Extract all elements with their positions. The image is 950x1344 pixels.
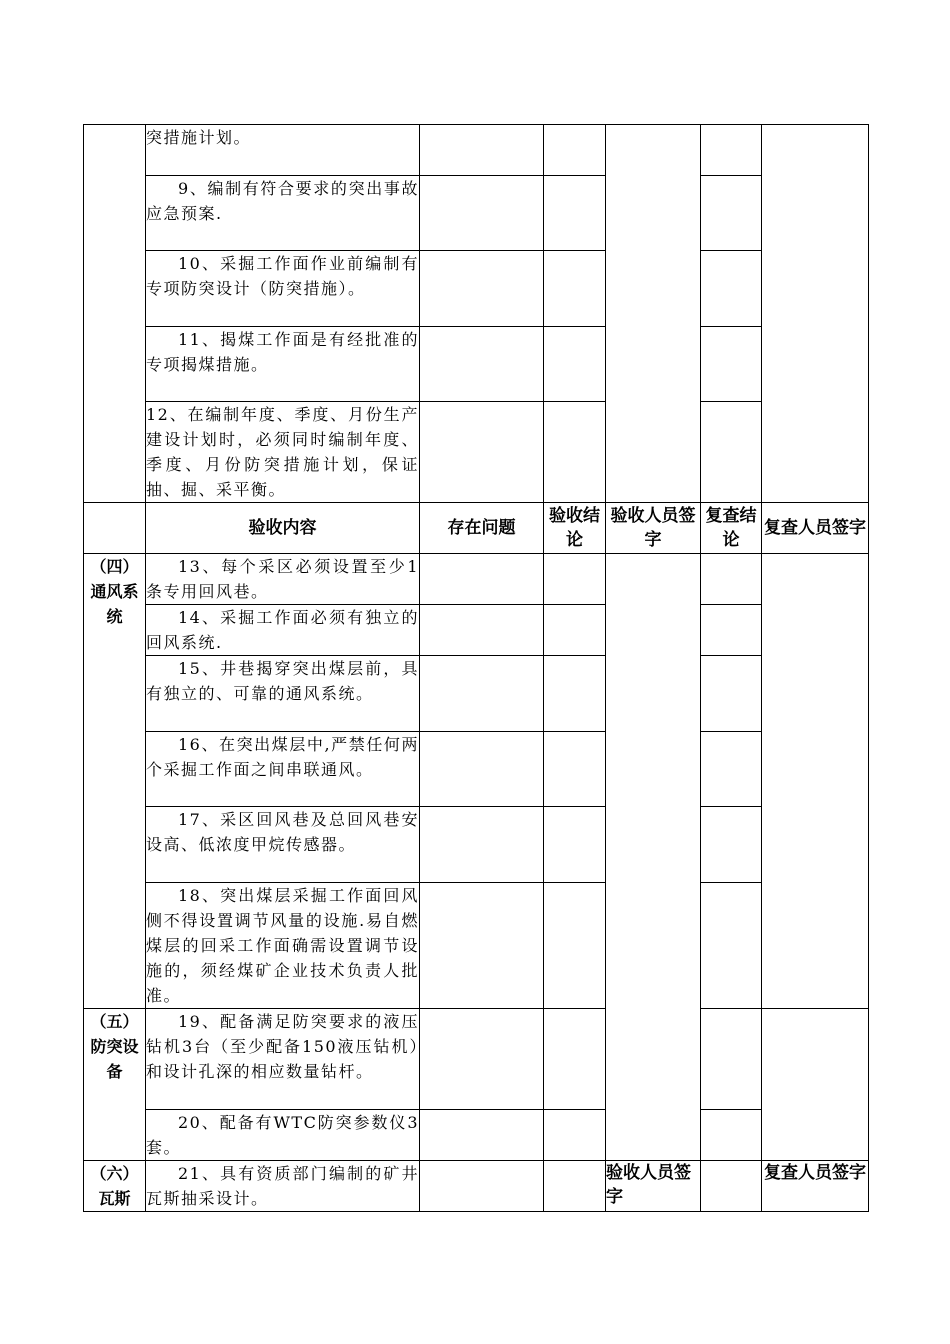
recheck-conclusion-cell — [701, 402, 762, 503]
header-row — [84, 503, 869, 554]
table-row — [84, 402, 869, 503]
table-row — [84, 807, 869, 883]
issues-cell — [420, 402, 544, 503]
issues-cell — [420, 251, 544, 327]
header-inspector-sign: 验收人员签字 — [606, 503, 701, 554]
recheck-conclusion-cell — [701, 327, 762, 402]
recheck-conclusion-cell — [701, 1110, 762, 1161]
item-text: 19、配备满足防突要求的液压钻机3台（至少配备150液压钻机）和设计孔深的相应数量钻杆。 — [146, 1009, 420, 1110]
table-row — [84, 732, 869, 807]
conclusion-cell — [544, 732, 606, 807]
recheck-conclusion-cell — [701, 807, 762, 883]
table-row — [84, 554, 869, 605]
recheck-sign-label: 复查人员签字 — [762, 1161, 869, 1212]
issues-cell — [420, 1110, 544, 1161]
conclusion-cell — [544, 807, 606, 883]
recheck-conclusion-cell — [701, 125, 762, 176]
header-recheck-conclusion: 复查结论 — [701, 503, 762, 554]
issues-cell — [420, 554, 544, 605]
recheck-conclusion-cell — [701, 251, 762, 327]
category-cell-blank — [84, 125, 146, 503]
item-text: 10、采掘工作面作业前编制有专项防突设计（防突措施）。 — [146, 251, 420, 327]
item-text: 12、在编制年度、季度、月份生产建设计划时，必须同时编制年度、季度、月份防突措施计划，保证抽、掘、采平衡。 — [146, 402, 420, 503]
conclusion-cell — [544, 656, 606, 732]
recheck-conclusion-cell — [701, 1161, 762, 1212]
issues-cell — [420, 732, 544, 807]
issues-cell — [420, 1009, 544, 1110]
table-row — [84, 1161, 869, 1212]
table-row — [84, 327, 869, 402]
header-recheck-sign: 复查人员签字 — [762, 503, 869, 554]
recheck-conclusion-cell — [701, 732, 762, 807]
inspector-sign-cell — [606, 125, 701, 503]
acceptance-table — [83, 124, 869, 1212]
table-row — [84, 125, 869, 176]
item-text: 15、井巷揭穿突出煤层前，具有独立的、可靠的通风系统。 — [146, 656, 420, 732]
conclusion-cell — [544, 883, 606, 1009]
category-gas: （六）瓦斯 — [84, 1161, 146, 1212]
conclusion-cell — [544, 327, 606, 402]
issues-cell — [420, 327, 544, 402]
table-row — [84, 176, 869, 251]
issues-cell — [420, 807, 544, 883]
conclusion-cell — [544, 605, 606, 656]
header-blank-cell — [84, 503, 146, 554]
table-row — [84, 605, 869, 656]
recheck-conclusion-cell — [701, 1009, 762, 1110]
table-row — [84, 1009, 869, 1110]
item-text: 16、在突出煤层中,严禁任何两个采掘工作面之间串联通风。 — [146, 732, 420, 807]
recheck-conclusion-cell — [701, 176, 762, 251]
header-issues: 存在问题 — [420, 503, 544, 554]
category-ventilation: （四）通风系统 — [84, 554, 146, 1009]
item-text: 18、突出煤层采掘工作面回风侧不得设置调节风量的设施.易自燃煤层的回采工作面确需设置调节设施的，须经煤矿企业技术负责人批准。 — [146, 883, 420, 1009]
conclusion-cell — [544, 1110, 606, 1161]
conclusion-cell — [544, 125, 606, 176]
table-row — [84, 251, 869, 327]
issues-cell — [420, 883, 544, 1009]
recheck-conclusion-cell — [701, 605, 762, 656]
item-text: 13、每个采区必须设置至少1条专用回风巷。 — [146, 554, 420, 605]
issues-cell — [420, 125, 544, 176]
recheck-sign-cell — [762, 1009, 869, 1161]
inspector-sign-label: 验收人员签字 — [606, 1161, 701, 1212]
item-text: 14、采掘工作面必须有独立的回风系统. — [146, 605, 420, 656]
recheck-sign-cell — [762, 125, 869, 503]
table-row — [84, 1110, 869, 1161]
table-row — [84, 883, 869, 1009]
inspector-sign-cell — [606, 554, 701, 1161]
item-text: 9、编制有符合要求的突出事故应急预案. — [146, 176, 420, 251]
conclusion-cell — [544, 554, 606, 605]
item-text: 20、配备有WTC防突参数仪3套。 — [146, 1110, 420, 1161]
recheck-sign-cell — [762, 554, 869, 1009]
conclusion-cell — [544, 402, 606, 503]
item-text: 突措施计划。 — [146, 125, 420, 176]
conclusion-cell — [544, 251, 606, 327]
table-row — [84, 656, 869, 732]
issues-cell — [420, 605, 544, 656]
issues-cell — [420, 176, 544, 251]
item-text: 11、揭煤工作面是有经批准的专项揭煤措施。 — [146, 327, 420, 402]
item-text: 17、采区回风巷及总回风巷安设高、低浓度甲烷传感器。 — [146, 807, 420, 883]
recheck-conclusion-cell — [701, 656, 762, 732]
conclusion-cell — [544, 176, 606, 251]
item-text: 21、具有资质部门编制的矿井瓦斯抽采设计。 — [146, 1161, 420, 1212]
category-equipment: （五）防突设备 — [84, 1009, 146, 1161]
header-conclusion: 验收结论 — [544, 503, 606, 554]
conclusion-cell — [544, 1161, 606, 1212]
header-content: 验收内容 — [146, 503, 420, 554]
recheck-conclusion-cell — [701, 554, 762, 605]
recheck-conclusion-cell — [701, 883, 762, 1009]
issues-cell — [420, 1161, 544, 1212]
conclusion-cell — [544, 1009, 606, 1110]
issues-cell — [420, 656, 544, 732]
